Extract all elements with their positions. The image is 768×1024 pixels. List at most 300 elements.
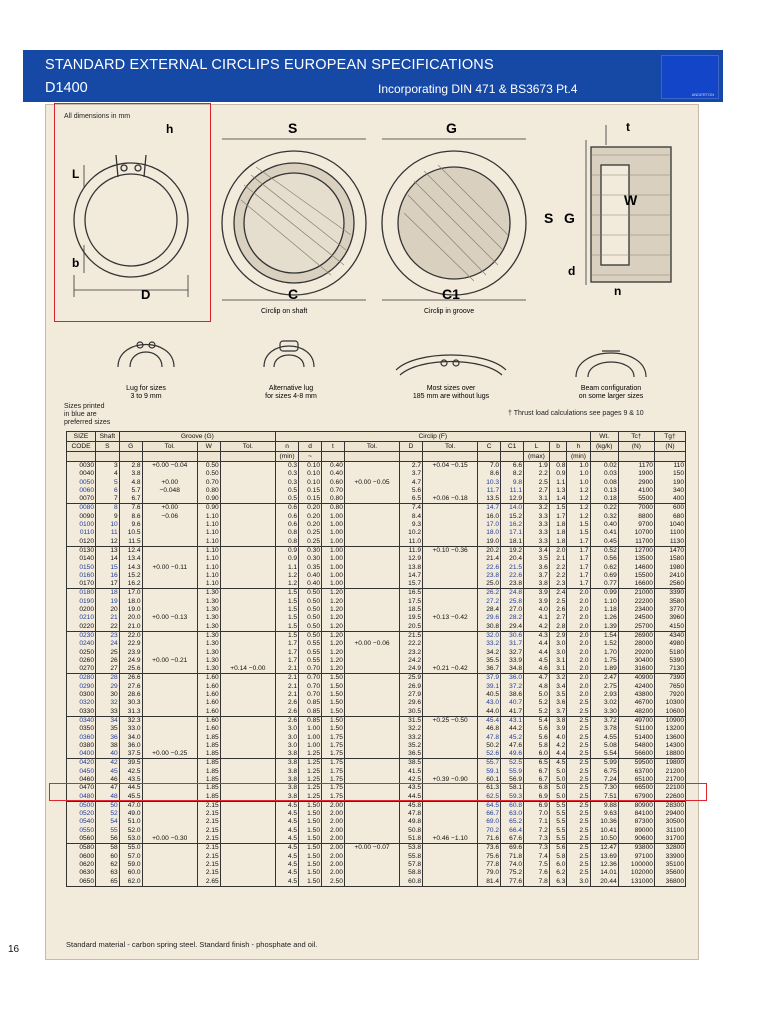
header-cell: D (400, 442, 423, 452)
table-cell: 49700 (618, 716, 654, 725)
table-cell (220, 470, 275, 478)
table-cell: 63.0 (501, 810, 524, 818)
table-cell: 23.8 (501, 580, 524, 589)
table-cell (423, 538, 478, 547)
col-size: SIZE (67, 432, 96, 442)
table-cell: 1.30 (197, 598, 220, 606)
table-cell (142, 521, 197, 529)
table-cell: 2.5 (524, 479, 550, 487)
table-cell (423, 470, 478, 478)
table-cell: 7.6 (524, 869, 550, 877)
table-cell: 0.99 (590, 589, 618, 598)
table-cell: 0.41 (590, 529, 618, 537)
table-cell: 4.4 (524, 640, 550, 648)
table-cell (220, 691, 275, 699)
table-cell (220, 564, 275, 572)
table-cell: 0.3 (275, 470, 298, 478)
table-cell: 400 (654, 495, 685, 504)
table-cell: 21 (96, 614, 120, 622)
table-cell: 11.1 (501, 487, 524, 495)
table-cell (220, 835, 275, 844)
table-cell: 1.5 (567, 521, 590, 529)
table-cell (220, 589, 275, 598)
table-cell (220, 674, 275, 683)
table-cell: +0.04 −0.15 (423, 462, 478, 471)
table-cell (423, 631, 478, 640)
table-cell: 3.1 (549, 665, 567, 674)
drawing-highlight-box (54, 103, 211, 322)
table-cell: 0070 (67, 495, 96, 504)
table-cell: 18.0 (478, 529, 501, 537)
table-cell: 0220 (67, 623, 96, 632)
table-cell: 14300 (654, 742, 685, 750)
table-cell: 0.50 (197, 462, 220, 471)
header-subcell (478, 452, 501, 462)
table-cell: 2.5 (567, 810, 590, 818)
table-body (67, 462, 686, 887)
table-cell: 0.20 (299, 504, 322, 513)
table-cell: 3.7 (524, 572, 550, 580)
table-cell: 2.5 (567, 750, 590, 759)
table-cell: 43.1 (501, 716, 524, 725)
circlip-in-groove-drawing (382, 139, 526, 300)
table-cell: 22.6 (478, 564, 501, 572)
table-cell: 1.10 (197, 529, 220, 537)
table-cell: 7.0 (478, 462, 501, 471)
table-cell: 0.6 (275, 521, 298, 529)
table-cell (220, 708, 275, 717)
table-cell: 5.4 (524, 716, 550, 725)
table-cell: 1.75 (322, 759, 345, 768)
table-cell: 0.50 (299, 606, 322, 614)
table-cell: 37.2 (501, 683, 524, 691)
table-cell (142, 572, 197, 580)
table-cell: 7.30 (590, 784, 618, 792)
table-cell: 27.0 (501, 606, 524, 614)
table-cell: 13600 (654, 734, 685, 742)
table-row (67, 580, 686, 589)
table-cell: 2.5 (567, 835, 590, 844)
header-subcell (501, 452, 524, 462)
table-cell: 0.45 (590, 538, 618, 547)
material-footnote: Standard material - carbon spring steel. Standard finish - phosphate and oil. (66, 940, 318, 949)
table-cell: 2.5 (567, 708, 590, 717)
table-cell: 1.30 (197, 589, 220, 598)
table-cell: 3.0 (275, 734, 298, 742)
table-row (67, 470, 686, 478)
table-cell: 4.5 (275, 827, 298, 835)
table-cell: 47.6 (501, 742, 524, 750)
table-cell: 1100 (654, 529, 685, 537)
table-cell: 45.8 (400, 801, 423, 810)
table-cell: 0600 (67, 853, 96, 861)
table-cell: 22100 (654, 784, 685, 792)
table-cell: 3.6 (549, 699, 567, 707)
table-cell: 2.5 (567, 861, 590, 869)
table-cell (344, 598, 399, 606)
table-cell: 1.20 (322, 589, 345, 598)
table-cell: 23.2 (400, 649, 423, 657)
table-cell: 1.75 (590, 657, 618, 665)
table-cell (344, 853, 399, 861)
table-cell: 1.9 (524, 462, 550, 471)
table-cell: 2.5 (567, 869, 590, 877)
table-cell: 27.9 (400, 691, 423, 699)
table-cell: 0210 (67, 614, 96, 622)
table-cell: 21.5 (501, 564, 524, 572)
table-cell: 4340 (654, 631, 685, 640)
table-cell: 3580 (654, 598, 685, 606)
table-cell: 0.32 (590, 513, 618, 521)
table-cell (142, 683, 197, 691)
table-cell (344, 529, 399, 537)
header-subcell (197, 452, 220, 462)
table-cell: 31100 (654, 827, 685, 835)
table-cell: 3.6 (524, 564, 550, 572)
table-cell (423, 529, 478, 537)
table-cell: 26.6 (119, 674, 142, 683)
table-cell: 3.7 (400, 470, 423, 478)
table-cell: 2.5 (567, 725, 590, 733)
table-row (67, 742, 686, 750)
table-cell (344, 495, 399, 504)
table-row (67, 725, 686, 733)
table-cell: 49.8 (400, 818, 423, 826)
table-cell: 1.20 (322, 657, 345, 665)
table-cell (423, 589, 478, 598)
table-cell: 2900 (618, 479, 654, 487)
table-cell: 0.80 (322, 495, 345, 504)
table-cell: 1.5 (275, 598, 298, 606)
table-cell: 1.4 (549, 495, 567, 504)
table-cell: 60.1 (478, 776, 501, 784)
table-cell: 0230 (67, 631, 96, 640)
table-cell: 12.47 (590, 844, 618, 853)
table-cell: 0.20 (299, 521, 322, 529)
table-cell: 2.93 (590, 691, 618, 699)
table-cell: 2.0 (567, 640, 590, 648)
table-cell: +0.00 −0.05 (344, 479, 399, 487)
table-cell (220, 555, 275, 563)
table-cell: 20.44 (590, 878, 618, 887)
table-cell (423, 564, 478, 572)
table-cell: 5 (96, 479, 120, 487)
table-cell: 6.0 (524, 750, 550, 759)
table-cell (142, 878, 197, 887)
table-cell: 17 (96, 580, 120, 589)
table-cell (220, 827, 275, 835)
lug-drawing (118, 342, 174, 367)
table-cell: 48200 (618, 708, 654, 717)
thrust-load-note: † Thrust load calculations see pages 9 & 10 (508, 410, 644, 417)
table-cell (344, 657, 399, 665)
table-cell: 12700 (618, 546, 654, 555)
table-cell: 600 (654, 504, 685, 513)
table-cell (423, 878, 478, 887)
table-cell: 90600 (618, 835, 654, 844)
table-cell: 17.0 (119, 589, 142, 598)
table-cell: 14.0 (501, 504, 524, 513)
table-cell: 59500 (618, 759, 654, 768)
table-cell: 4.5 (275, 818, 298, 826)
table-cell: 0120 (67, 538, 96, 547)
table-cell: 2.5 (567, 793, 590, 802)
table-cell: 1.60 (197, 725, 220, 733)
table-cell: 89000 (618, 827, 654, 835)
table-row (67, 869, 686, 877)
table-cell: 1.20 (322, 623, 345, 632)
table-cell: 39.1 (478, 683, 501, 691)
table-row (67, 462, 686, 471)
table-cell: 1.00 (322, 521, 345, 529)
table-cell: 4.5 (275, 835, 298, 844)
table-cell: 49.6 (501, 750, 524, 759)
table-cell: 36.5 (400, 750, 423, 759)
table-cell: 67.6 (501, 835, 524, 844)
table-cell: 1.50 (299, 853, 322, 861)
header-subcell: (max) (524, 452, 550, 462)
table-cell (142, 623, 197, 632)
table-cell: 50.8 (400, 827, 423, 835)
table-cell: 2.15 (197, 801, 220, 810)
table-cell: +0.00 −0.11 (142, 564, 197, 572)
header-subcell (142, 452, 197, 462)
table-cell: 17.5 (400, 598, 423, 606)
table-header-row-3 (67, 452, 686, 462)
table-cell: 25 (96, 649, 120, 657)
table-cell: 47.8 (400, 810, 423, 818)
table-cell: 25700 (618, 623, 654, 632)
table-cell: 2.5 (567, 734, 590, 742)
table-cell: +0.00 −0.06 (344, 640, 399, 648)
table-cell: 16.0 (478, 513, 501, 521)
table-cell: 2.5 (567, 716, 590, 725)
table-header-row-1 (67, 432, 686, 442)
table-cell: 18.5 (400, 606, 423, 614)
table-cell: 67900 (618, 793, 654, 802)
table-cell: 1170 (618, 462, 654, 471)
table-cell: 2.6 (275, 716, 298, 725)
table-cell: 55.8 (400, 853, 423, 861)
header-subcell: (min) (275, 452, 298, 462)
table-cell: 2.5 (567, 768, 590, 776)
table-cell: 9700 (618, 521, 654, 529)
table-cell (344, 606, 399, 614)
table-cell (423, 623, 478, 632)
table-cell: 2.0 (567, 649, 590, 657)
table-cell: 5.6 (400, 487, 423, 495)
table-cell: 14.7 (400, 572, 423, 580)
table-cell: 3.8 (549, 716, 567, 725)
table-cell: 0170 (67, 580, 96, 589)
table-cell: 2.7 (524, 487, 550, 495)
table-cell: 3.30 (590, 708, 618, 717)
table-cell (142, 699, 197, 707)
highlighted-row-marker (49, 783, 707, 801)
table-cell (344, 759, 399, 768)
table-cell: 64.5 (478, 801, 501, 810)
table-cell: 15.7 (400, 580, 423, 589)
table-cell: 0.70 (299, 674, 322, 683)
table-row (67, 538, 686, 547)
table-cell: 28300 (654, 801, 685, 810)
table-cell: 3 (96, 462, 120, 471)
table-cell: 0.40 (299, 580, 322, 589)
header-cell: C (478, 442, 501, 452)
table-cell (220, 699, 275, 707)
table-cell (423, 674, 478, 683)
table-cell: 1.25 (299, 776, 322, 784)
header-cell: b (549, 442, 567, 452)
table-cell: 39.5 (119, 759, 142, 768)
table-cell: 47.0 (119, 801, 142, 810)
table-cell: 7.3 (524, 844, 550, 853)
table-cell: 52.6 (478, 750, 501, 759)
header-cell: C1 (501, 442, 524, 452)
table-cell: 2.00 (322, 818, 345, 826)
table-cell (142, 546, 197, 555)
table-cell (344, 750, 399, 759)
table-cell: 0460 (67, 776, 96, 784)
table-cell: 150 (654, 470, 685, 478)
table-cell: 1040 (654, 521, 685, 529)
table-cell: 4.5 (275, 801, 298, 810)
table-cell: 7.8 (524, 878, 550, 887)
table-cell: 28000 (618, 640, 654, 648)
table-cell: 15.2 (501, 513, 524, 521)
table-cell: 1.50 (299, 810, 322, 818)
table-cell: 0360 (67, 734, 96, 742)
table-cell: 0.10 (299, 462, 322, 471)
table-cell: 2.00 (322, 853, 345, 861)
table-cell: 0470 (67, 784, 96, 792)
table-cell: 23.8 (478, 572, 501, 580)
table-cell: 1.30 (197, 649, 220, 657)
table-cell: 2.0 (567, 674, 590, 683)
table-cell (142, 631, 197, 640)
table-cell (344, 674, 399, 683)
table-cell: 7130 (654, 665, 685, 674)
table-cell: 5.99 (590, 759, 618, 768)
table-cell: 2.00 (322, 844, 345, 853)
table-cell (423, 818, 478, 826)
table-cell: 1900 (618, 470, 654, 478)
table-cell: 0330 (67, 708, 96, 717)
table-cell: 0060 (67, 487, 96, 495)
table-cell: 11.5 (119, 538, 142, 547)
table-cell (344, 818, 399, 826)
header-cell: Tol. (423, 442, 478, 452)
table-row (67, 495, 686, 504)
table-cell: 2.15 (197, 827, 220, 835)
table-cell: 0.9 (275, 546, 298, 555)
table-cell: 3.0 (549, 640, 567, 648)
table-cell: 47 (96, 784, 120, 792)
table-cell: 7.5 (524, 861, 550, 869)
table-cell (142, 716, 197, 725)
table-cell: 1.30 (197, 623, 220, 632)
table-cell: 0500 (67, 801, 96, 810)
table-cell: 23.9 (119, 649, 142, 657)
table-cell: +0.14 −0.00 (220, 665, 275, 674)
table-cell: 1.30 (197, 640, 220, 648)
table-cell: 1.00 (322, 555, 345, 563)
table-cell: +0.39 −0.90 (423, 776, 478, 784)
caption-circlip-on-shaft: Circlip on shaft (261, 308, 308, 315)
table-cell: 97100 (618, 853, 654, 861)
table-cell: 60.8 (501, 801, 524, 810)
table-cell: 4.5 (275, 810, 298, 818)
table-cell (344, 513, 399, 521)
table-cell: 1.18 (590, 606, 618, 614)
table-cell: 1.7 (549, 513, 567, 521)
table-cell: 0.5 (275, 487, 298, 495)
table-cell: 13.5 (478, 495, 501, 504)
table-cell: 0.56 (590, 555, 618, 563)
table-cell: 0.77 (590, 580, 618, 589)
table-cell: 16.5 (400, 589, 423, 598)
table-cell: 36.7 (478, 665, 501, 674)
table-cell: 2.1 (275, 665, 298, 674)
table-cell: 23400 (618, 606, 654, 614)
table-cell: 0.70 (322, 487, 345, 495)
brand-logo (661, 55, 719, 99)
logo-text: ANDERTON (691, 92, 714, 97)
header-cell: W (197, 442, 220, 452)
table-cell: 62.5 (478, 793, 501, 802)
table-cell (142, 810, 197, 818)
header-subcell (400, 452, 423, 462)
table-cell: 0.30 (299, 546, 322, 555)
table-row (67, 674, 686, 683)
table-cell: 1.10 (197, 572, 220, 580)
table-cell (344, 691, 399, 699)
table-cell: 56600 (618, 750, 654, 759)
table-cell: 0200 (67, 606, 96, 614)
table-cell: 1.2 (567, 513, 590, 521)
table-cell (142, 801, 197, 810)
header-cell: CODE (67, 442, 96, 452)
table-cell: 1.85 (197, 759, 220, 768)
table-cell: 1.50 (299, 844, 322, 853)
table-row (67, 606, 686, 614)
header-cell: t (322, 442, 345, 452)
table-cell: 0050 (67, 479, 96, 487)
table-cell: 42.5 (119, 768, 142, 776)
table-cell: 20.0 (119, 614, 142, 622)
table-row (67, 827, 686, 835)
table-cell: 3.78 (590, 725, 618, 733)
table-cell: 21.0 (119, 623, 142, 632)
table-cell: 2.1 (275, 691, 298, 699)
table-cell: 1.7 (567, 572, 590, 580)
table-cell (423, 598, 478, 606)
table-cell (344, 462, 399, 471)
table-cell (220, 657, 275, 665)
table-cell (142, 598, 197, 606)
table-cell: 4100 (618, 487, 654, 495)
table-cell (344, 564, 399, 572)
table-cell: 66.4 (501, 827, 524, 835)
table-cell: 0300 (67, 691, 96, 699)
header-cell: L (524, 442, 550, 452)
table-cell (220, 768, 275, 776)
table-cell: 0.3 (275, 479, 298, 487)
table-cell (423, 640, 478, 648)
header-cell: h (567, 442, 590, 452)
table-cell: 1580 (654, 555, 685, 563)
table-cell: 55 (96, 827, 120, 835)
